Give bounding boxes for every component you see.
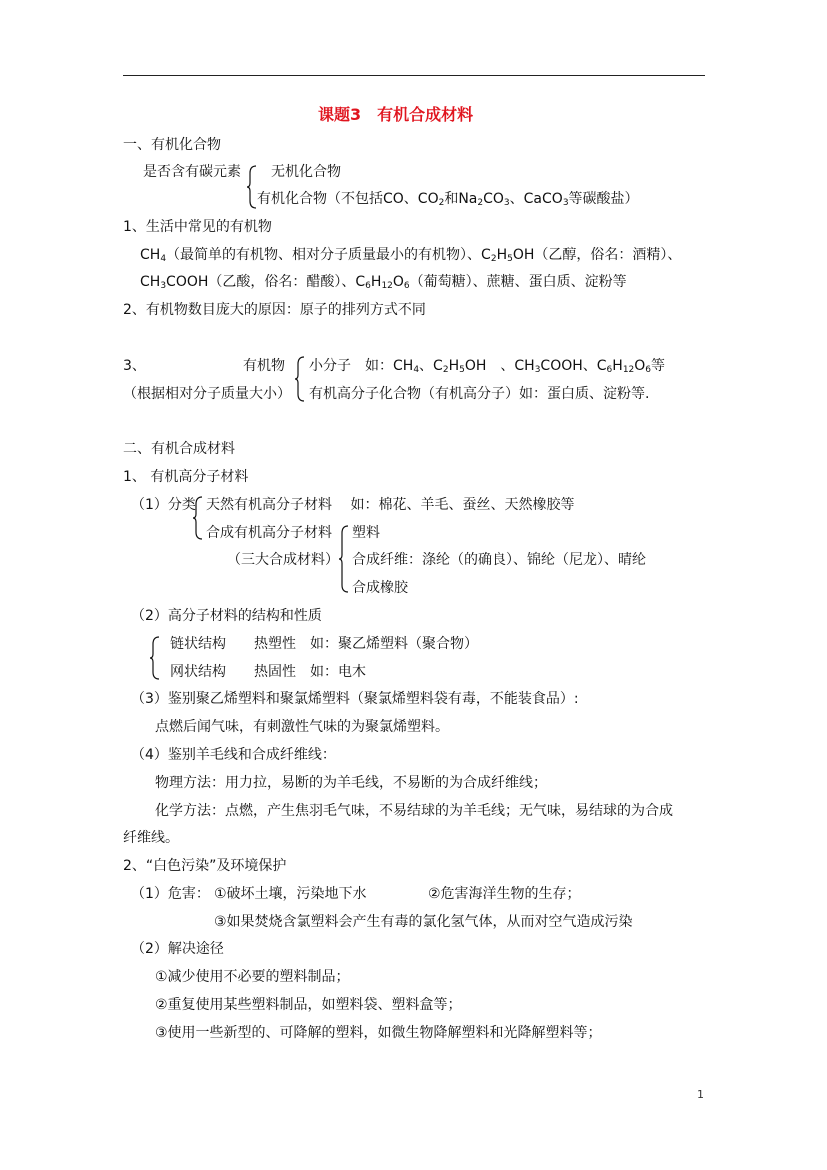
text-line: 是否含有碳元素 xyxy=(143,164,241,180)
page-number: 1 xyxy=(697,1088,704,1101)
text-line: （1）危害： xyxy=(131,886,210,902)
text-line: 有机物 xyxy=(243,358,285,374)
text-line: ③使用一些新型的、可降解的塑料，如微生物降解塑料和光降解塑料等； xyxy=(155,1025,602,1041)
brace-icon xyxy=(192,496,204,540)
text-line: 链状结构 热塑性 如：聚乙烯塑料（聚合物） xyxy=(170,636,478,652)
page-title: 课题3 有机合成材料 xyxy=(318,105,474,124)
text-line: 有机化合物（不包括CO、$CO_2$和$Na_2CO_3$、CaCO$_3$等碳酸盐） xyxy=(257,191,639,208)
text-line: ①减少使用不必要的塑料制品； xyxy=(155,969,350,985)
text-line: 有机高分子化合物（有机高分子）如：蛋白质、淀粉等. xyxy=(309,386,650,402)
text-line: 化学方法：点燃，产生焦羽毛气味，不易结球的为羊毛线；无气味，易结球的为合成 xyxy=(155,803,673,819)
text-line: （根据相对分子质量大小） xyxy=(123,386,291,402)
text-line: $CH_3COOH$（乙酸，俗名：醋酸）、$C_6H_{12}O_6$（葡萄糖）、蔗糖、蛋白质、淀粉等 xyxy=(140,274,627,291)
text-line: （2）解决途径 xyxy=(131,941,224,957)
text-line: 2、“白色污染”及环境保护 xyxy=(123,858,287,874)
text-line: ②重复使用某些塑料制品，如塑料袋、塑料盒等； xyxy=(155,997,462,1013)
text-line: 纤维线。 xyxy=(123,830,179,846)
brace-icon xyxy=(338,525,350,593)
text-line: 合成纤维：涤纶（的确良）、锦纶（尼龙）、晴纶 xyxy=(352,552,646,568)
header-rule xyxy=(123,75,705,76)
text-line: 无机化合物 xyxy=(271,164,341,180)
text-line: ①破坏土壤，污染地下水 xyxy=(214,886,367,902)
text-line: 小分子 如：$CH_4$、$C_2H_5OH$ 、$CH_3COOH$、$C_6H_{12}O_6$等 xyxy=(309,358,666,375)
section-heading: 二、有机合成材料 xyxy=(123,441,235,457)
text-line: （三大合成材料） xyxy=(227,552,339,568)
section-heading: 一、有机化合物 xyxy=(123,137,221,153)
text-line: 点燃后闻气味，有刺激性气味的为聚氯烯塑料。 xyxy=(155,719,449,735)
text-line: （2）高分子材料的结构和性质 xyxy=(131,608,322,624)
text-line: 合成橡胶 xyxy=(352,580,408,596)
text-line: 1、 有机高分子材料 xyxy=(123,469,249,485)
text-line: 塑料 xyxy=(352,525,380,541)
text-line: 2、有机物数目庞大的原因：原子的排列方式不同 xyxy=(123,302,426,318)
text-line: 物理方法：用力拉，易断的为羊毛线，不易断的为合成纤维线； xyxy=(155,775,547,791)
text-line: 合成有机高分子材料 xyxy=(206,525,332,541)
text-line: ③如果焚烧含氯塑料会产生有毒的氯化氢气体，从而对空气造成污染 xyxy=(214,914,633,930)
text-line: （3）鉴别聚乙烯塑料和聚氯烯塑料（聚氯烯塑料袋有毒，不能装食品）: xyxy=(131,691,579,707)
brace-icon xyxy=(294,356,306,402)
text-line: （4）鉴别羊毛线和合成纤维线： xyxy=(131,747,336,763)
text-line: 1、生活中常见的有机物 xyxy=(123,219,272,235)
text-line: ②危害海洋生物的生存； xyxy=(428,886,581,902)
text-line: 天然有机高分子材料 如：棉花、羊毛、蚕丝、天然橡胶等 xyxy=(206,497,575,513)
text-line: $CH_4$（最简单的有机物、相对分子质量最小的有机物）、$C_2H_5OH$（乙醇，俗名：酒精）、 xyxy=(140,247,682,264)
text-line: 3、 xyxy=(123,358,146,374)
brace-icon xyxy=(149,636,161,680)
text-line: 网状结构 热固性 如：电木 xyxy=(170,664,366,680)
text-line: （1）分类 xyxy=(131,497,196,513)
